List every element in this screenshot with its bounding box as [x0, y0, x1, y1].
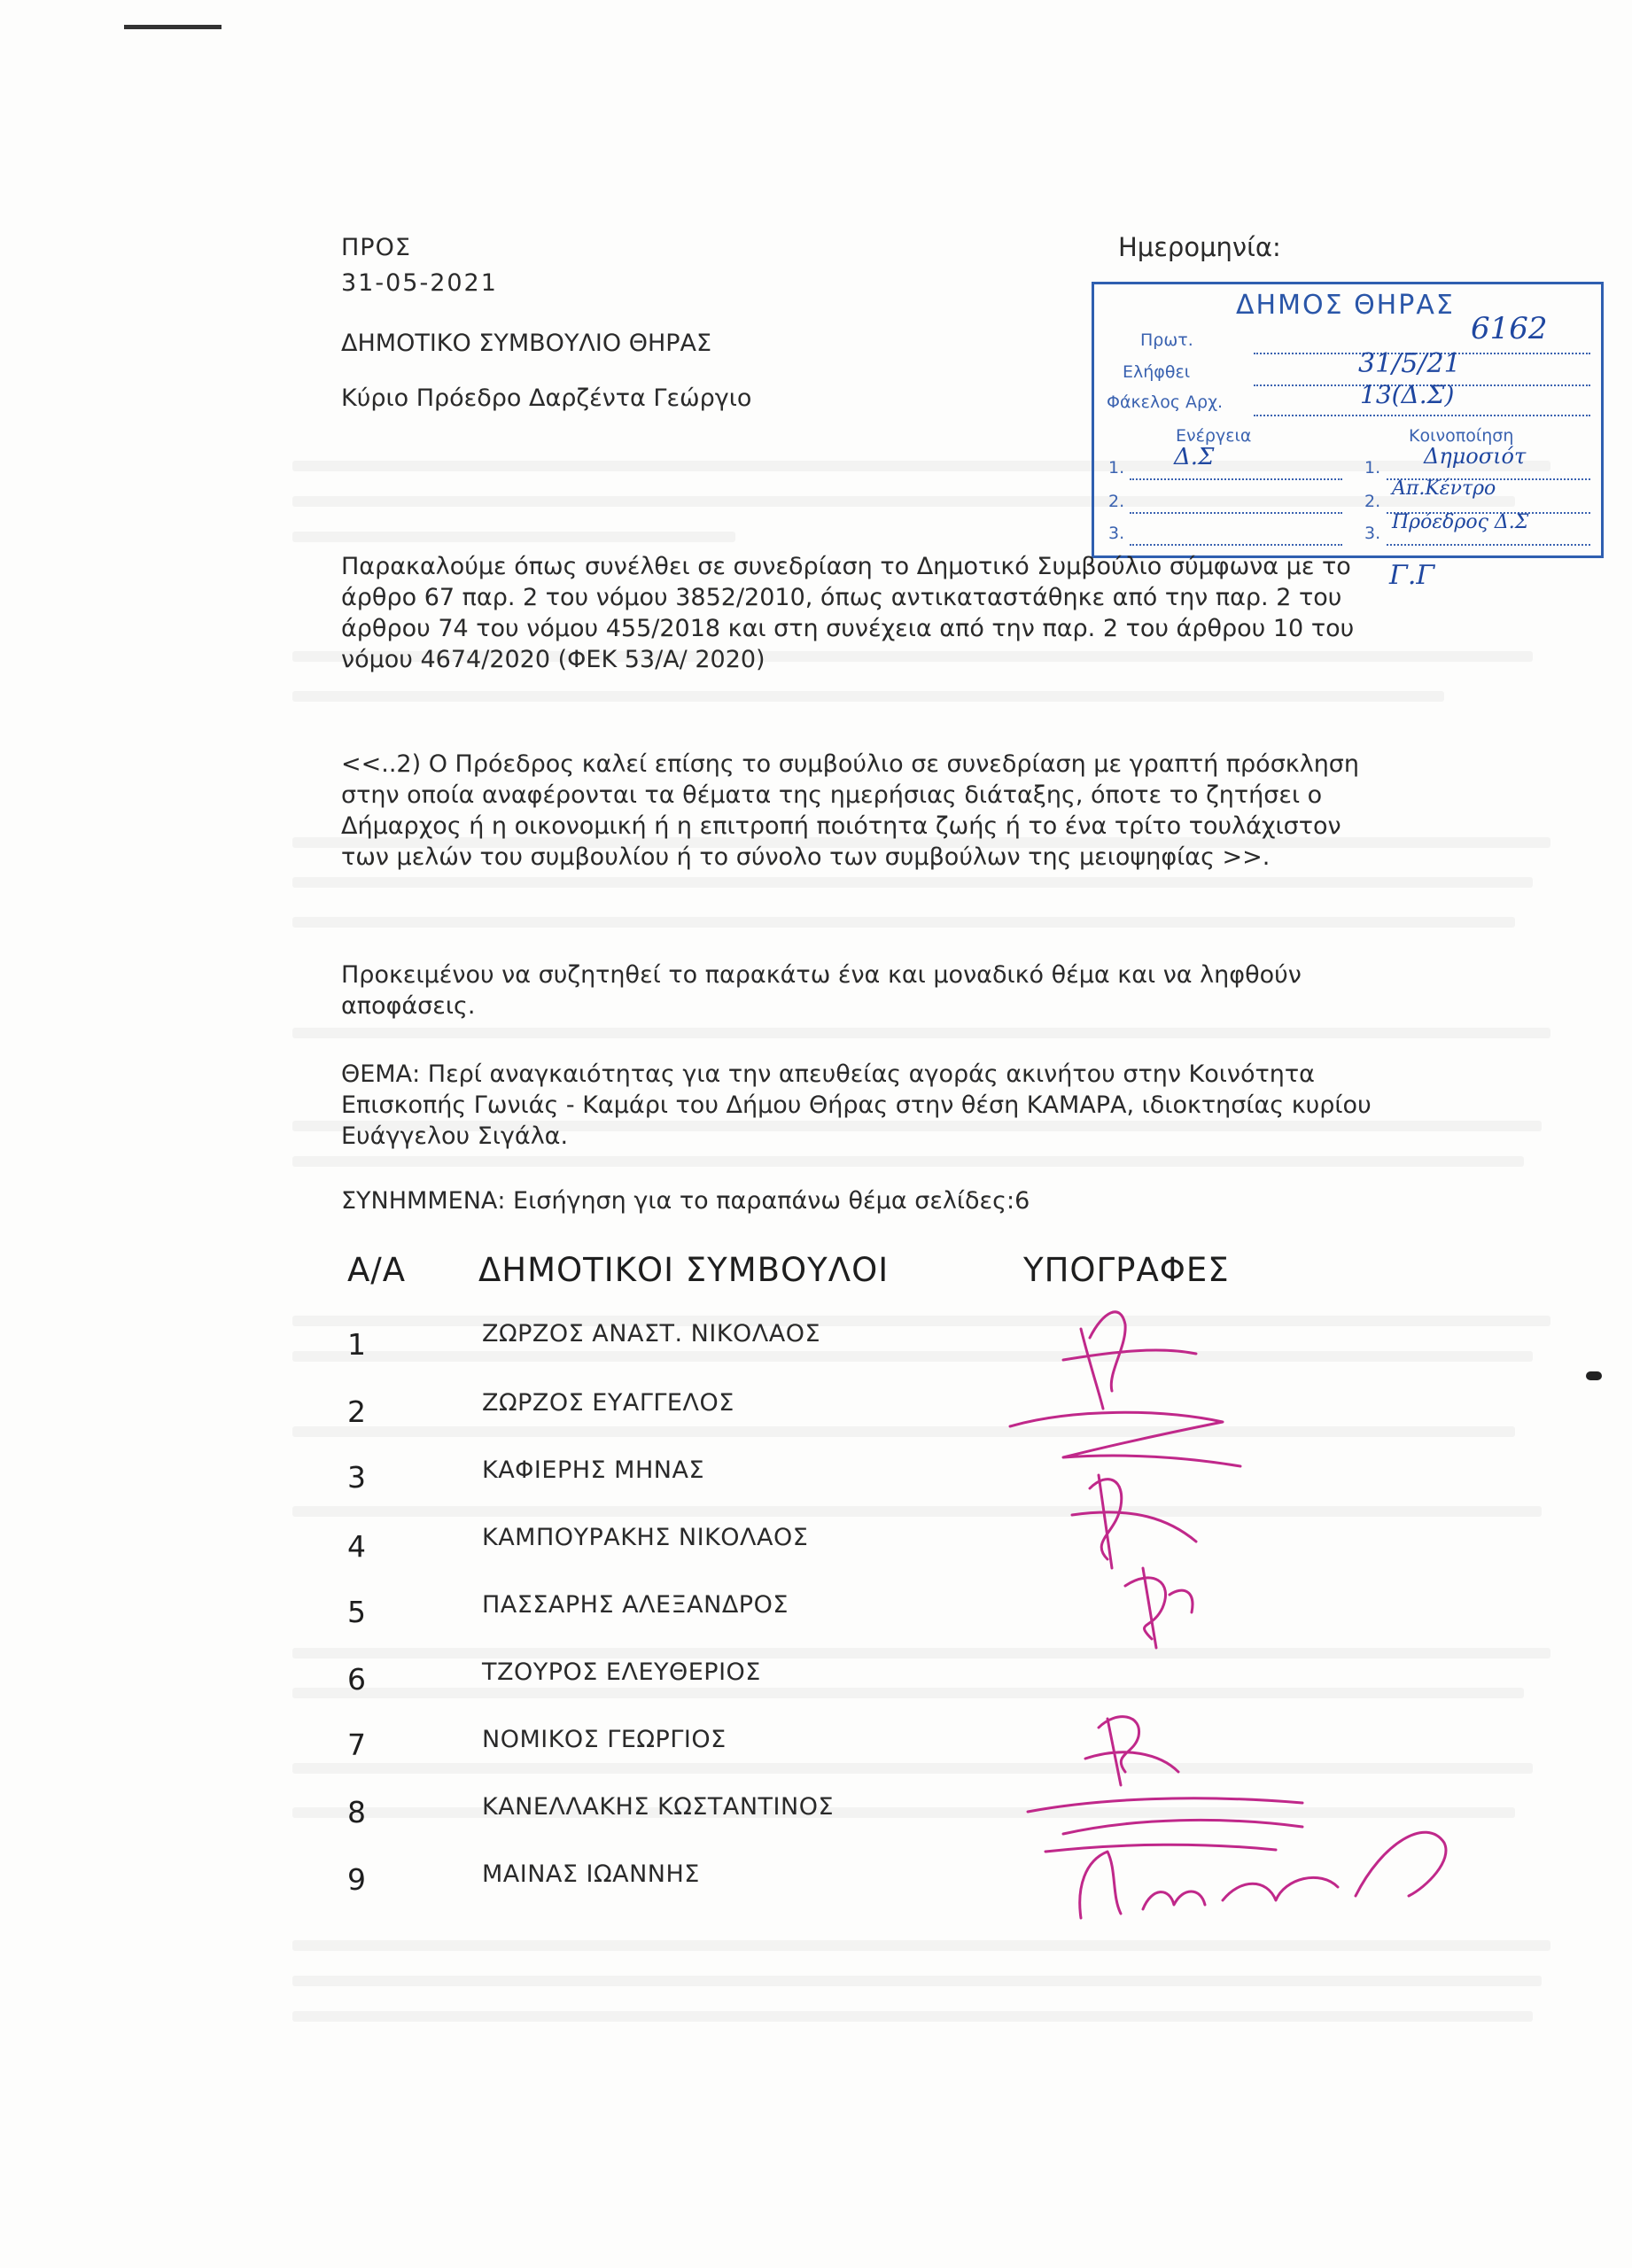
signature-2 — [1010, 1412, 1240, 1466]
column-header-number: Α/Α — [347, 1251, 407, 1289]
stamp-line-2-action: 2. — [1108, 492, 1125, 511]
stamp-archive-label: Φάκελος Αρχ. — [1107, 392, 1224, 412]
signature-1 — [1063, 1312, 1196, 1409]
stamp-archive-value: 13(Δ.Σ) — [1360, 380, 1455, 409]
row-3-number: 3 — [347, 1460, 366, 1495]
row-1-name: ΖΩΡΖΟΣ ΑΝΑΣΤ. ΝΙΚΟΛΑΟΣ — [482, 1320, 821, 1348]
row-4-number: 4 — [347, 1529, 366, 1564]
scan-artifact-line — [124, 25, 221, 29]
addressee: Κύριο Πρόεδρο Δαρζέντα Γεώργιο — [341, 384, 752, 412]
row-8-name: ΚΑΝΕΛΛΑΚΗΣ ΚΩΣΤΑΝΤΙΝΟΣ — [482, 1793, 835, 1821]
purpose-paragraph: Προκειμένου να συζητηθεί το παρακάτω ένα και μοναδικό θέμα και να ληφθούν αποφάσεις. — [341, 961, 1302, 1020]
signature-6 — [1085, 1717, 1178, 1785]
document-date: 31-05-2021 — [341, 269, 498, 297]
stamp-initials: Γ.Γ — [1389, 560, 1435, 591]
subject-paragraph — [341, 1059, 1378, 1152]
row-9-number: 9 — [347, 1862, 366, 1897]
subject-label: ΘΕΜΑ: — [341, 1060, 421, 1088]
stamp-protocol-label: Πρωτ. — [1140, 330, 1193, 350]
column-header-councillors: ΔΗΜΟΤΙΚΟΙ ΣΥΜΒΟΥΛΟΙ — [478, 1251, 890, 1289]
stamp-line-3-notify: 3. — [1364, 524, 1381, 543]
scan-mark — [1586, 1371, 1602, 1380]
row-8-number: 8 — [347, 1795, 366, 1829]
stamp-line-3-action: 3. — [1108, 524, 1125, 543]
row-3-name: ΚΑΦΙΕΡΗΣ ΜΗΝΑΣ — [482, 1456, 705, 1484]
stamp-notify-3: Πρόεδρος Δ.Σ — [1392, 511, 1529, 533]
law-quote-paragraph: <<..2) Ο Πρόεδρος καλεί επίσης το συμβούλιο σε συνεδρίαση με γραπτή πρόσκληση στην οποία αναφέρονται τα θέματα της ημερήσιας διάταξης, όποτε το ζητήσει ο Δήμαρχος ή η οικονομική ή η επιτροπή ποιότητα ζωής ή το ένα τρίτο τουλάχιστον των μελών του συμβουλίου ή το σύνολο των συμβούλων της μειοψηφίας >>. — [341, 750, 1360, 871]
row-5-name: ΠΑΣΣΑΡΗΣ ΑΛΕΞΑΝΔΡΟΣ — [482, 1591, 789, 1619]
subject-text: Περί αναγκαιότητας για την απευθείας αγοράς ακινήτου στην Κοινότητα Επισκοπής Γωνιάς - Καμάρι του Δήμου Θήρας στην θέση ΚΑΜΑΡΑ, ιδιοκτησίας κυρίου Ευάγγελου Σιγάλα. — [341, 1060, 1372, 1150]
row-2-name: ΖΩΡΖΟΣ ΕΥΑΓΓΕΛΟΣ — [482, 1389, 734, 1417]
row-1-number: 1 — [347, 1327, 366, 1362]
stamp-notify-1: Δημοσιότ — [1424, 444, 1527, 469]
row-2-number: 2 — [347, 1394, 366, 1429]
stamp-line-2-notify: 2. — [1364, 492, 1381, 511]
row-7-name: ΝΟΜΙΚΟΣ ΓΕΩΡΓΙΟΣ — [482, 1726, 727, 1753]
council-name: ΔΗΜΟΤΙΚΟ ΣΥΜΒΟΥΛΙΟ ΘΗΡΑΣ — [341, 330, 712, 357]
stamp-line-1-action: 1. — [1108, 458, 1125, 478]
signatures-area — [930, 1276, 1506, 1949]
date-label: Ημερομηνία: — [1118, 232, 1281, 262]
stamp-protocol-number: 6162 — [1471, 311, 1548, 346]
row-5-number: 5 — [347, 1595, 366, 1629]
stamp-received-date: 31/5/21 — [1358, 348, 1461, 379]
row-9-name: ΜΑΙΝΑΣ ΙΩΑΝΝΗΣ — [482, 1860, 700, 1888]
stamp-line-1-notify: 1. — [1364, 458, 1381, 478]
stamp-action-1: Δ.Σ — [1174, 444, 1215, 470]
protocol-stamp — [1092, 282, 1604, 558]
stamp-action-label: Ενέργεια — [1176, 426, 1252, 446]
signature-4 — [1125, 1568, 1193, 1648]
signature-7 — [1028, 1798, 1302, 1852]
attachments-line: ΣΥΝΗΜΜΕΝΑ: Εισήγηση για το παραπάνω θέμα σελίδες:6 — [341, 1187, 1030, 1215]
stamp-notify-2: Απ.Κέντρο — [1392, 478, 1496, 500]
row-6-number: 6 — [347, 1662, 366, 1697]
stamp-received-label: Ελήφθει — [1123, 362, 1191, 382]
signature-3 — [1072, 1475, 1196, 1568]
row-4-name: ΚΑΜΠΟΥΡΑΚΗΣ ΝΙΚΟΛΑΟΣ — [482, 1524, 809, 1551]
stamp-notify-label: Κοινοποίηση — [1409, 426, 1514, 446]
row-6-name: ΤΖΟΥΡΟΣ ΕΛΕΥΘΕΡΙΟΣ — [482, 1658, 761, 1686]
stamp-title: ΔΗΜΟΣ ΘΗΡΑΣ — [1236, 290, 1455, 321]
row-7-number: 7 — [347, 1728, 366, 1762]
recipient-label: ΠΡΟΣ — [341, 234, 411, 261]
column-header-signatures: ΥΠΟΓΡΑΦΕΣ — [1023, 1251, 1230, 1289]
request-paragraph: Παρακαλούμε όπως συνέλθει σε συνεδρίαση το Δημοτικό Συμβούλιο σύμφωνα με το άρθρο 67 παρ. 2 του νόμου 3852/2010, όπως αντικαταστάθηκε από την παρ. 2 του άρθρου 74 του νόμου 455/2018 και στη συνέχεια από την παρ. 2 του άρθρου 10 του νόμου 4674/2020 (ΦΕΚ 53/Α/ 2020) — [341, 553, 1355, 673]
